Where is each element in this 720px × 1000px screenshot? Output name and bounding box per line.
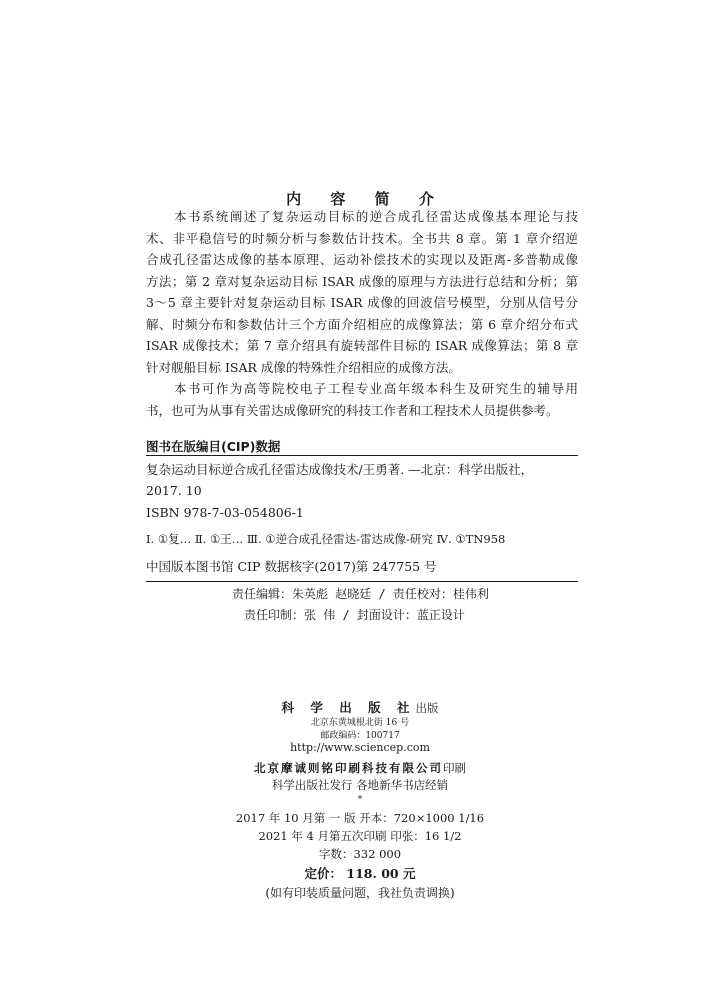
summary-line: 针对舰船目标 ISAR 成像的特殊性介绍相应的成像方法。 — [146, 359, 461, 375]
summary-line: 本书可作为高等院校电子工程专业高年级本科生及研究生的辅导用 — [146, 381, 578, 396]
cip-number: 中国版本图书馆 CIP 数据核字(2017)第 247755 号 — [146, 559, 437, 574]
cip-date-line: 2017. 10 — [146, 483, 202, 498]
summary-line: 本书系统阐述了复杂运动目标的逆合成孔径雷达成像基本理论与技 — [146, 209, 578, 224]
edition-line: 2017 年 10 月第 一 版 开本：720×1000 1/16 — [235, 811, 485, 825]
summary-line: 方法；第 2 章对复杂运动目标 ISAR 成像的原理与方法进行总结和分析；第 — [146, 273, 578, 289]
printer-name: 北京摩诚则铭印刷科技有限公司 — [254, 761, 443, 775]
publisher-name-suffix: 出版 — [415, 701, 439, 715]
summary-paragraph-2 — [146, 378, 578, 421]
quality-notice: (如有印装质量问题，我社负责调换) — [265, 886, 455, 900]
summary-line: 书，也可为从事有关雷达成像研究的科技工作者和工程技术人员提供参考。 — [146, 402, 559, 418]
cip-isbn: ISBN 978-7-03-054806-1 — [146, 505, 304, 520]
publisher-address: 北京东黄城根北街 16 号 — [310, 718, 410, 728]
summary-line: 3～5 章主要针对复杂运动目标 ISAR 成像的回波信号模型，分别从信号分 — [146, 295, 578, 310]
summary-line: ISAR 成像技术；第 7 章介绍具有旋转部件目标的 ISAR 成像算法；第 8 章 — [146, 338, 578, 353]
word-count-line: 字数：332 000 — [318, 847, 402, 861]
summary-title: 内 容 简 介 — [286, 190, 446, 208]
summary-line: 术、非平稳信号的时频分析与参数估计技术。全书共 8 章。第 1 章介绍逆 — [146, 230, 578, 246]
cip-classification: Ⅰ. ①复… Ⅱ. ①王… Ⅲ. ①逆合成孔径雷达-雷达成像-研究 Ⅳ. ①TN958 — [146, 532, 506, 546]
separator-star: * — [357, 795, 363, 805]
printing-line: 2021 年 4 月第五次印刷 印张：16 1/2 — [258, 829, 462, 843]
publisher-website: http://www.sciencep.com — [290, 741, 430, 754]
summary-line: 解、时频分布和参数估计三个方面介绍相应的成像算法；第 6 章介绍分布式 — [146, 316, 578, 332]
printer-suffix: 印刷 — [443, 761, 466, 775]
credits-editors: 责任编辑：朱英彪 赵晓廷 / 责任校对：桂伟利 — [232, 587, 489, 601]
publisher-postcode: 邮政编码：100717 — [320, 731, 400, 741]
cip-title: 图书在版编目(CIP)数据 — [146, 439, 281, 454]
publisher-name: 科 学 出 版 社 — [281, 700, 416, 715]
summary-paragraph-1 — [146, 206, 578, 378]
distribution-line: 科学出版社发行 各地新华书店经销 — [271, 778, 449, 792]
price-line: 定价： 118. 00 元 — [304, 866, 416, 881]
cip-bibliographic-line: 复杂运动目标逆合成孔径雷达成像技术/王勇著. —北京：科学出版社， — [146, 462, 534, 477]
credits-production: 责任印制：张 伟 / 封面设计：蓝正设计 — [244, 608, 465, 622]
printer-line — [0, 757, 720, 776]
publisher-line — [0, 697, 720, 716]
summary-line: 合成孔径雷达成像的基本原理、运动补偿技术的实现以及距离-多普勒成像 — [146, 252, 578, 267]
